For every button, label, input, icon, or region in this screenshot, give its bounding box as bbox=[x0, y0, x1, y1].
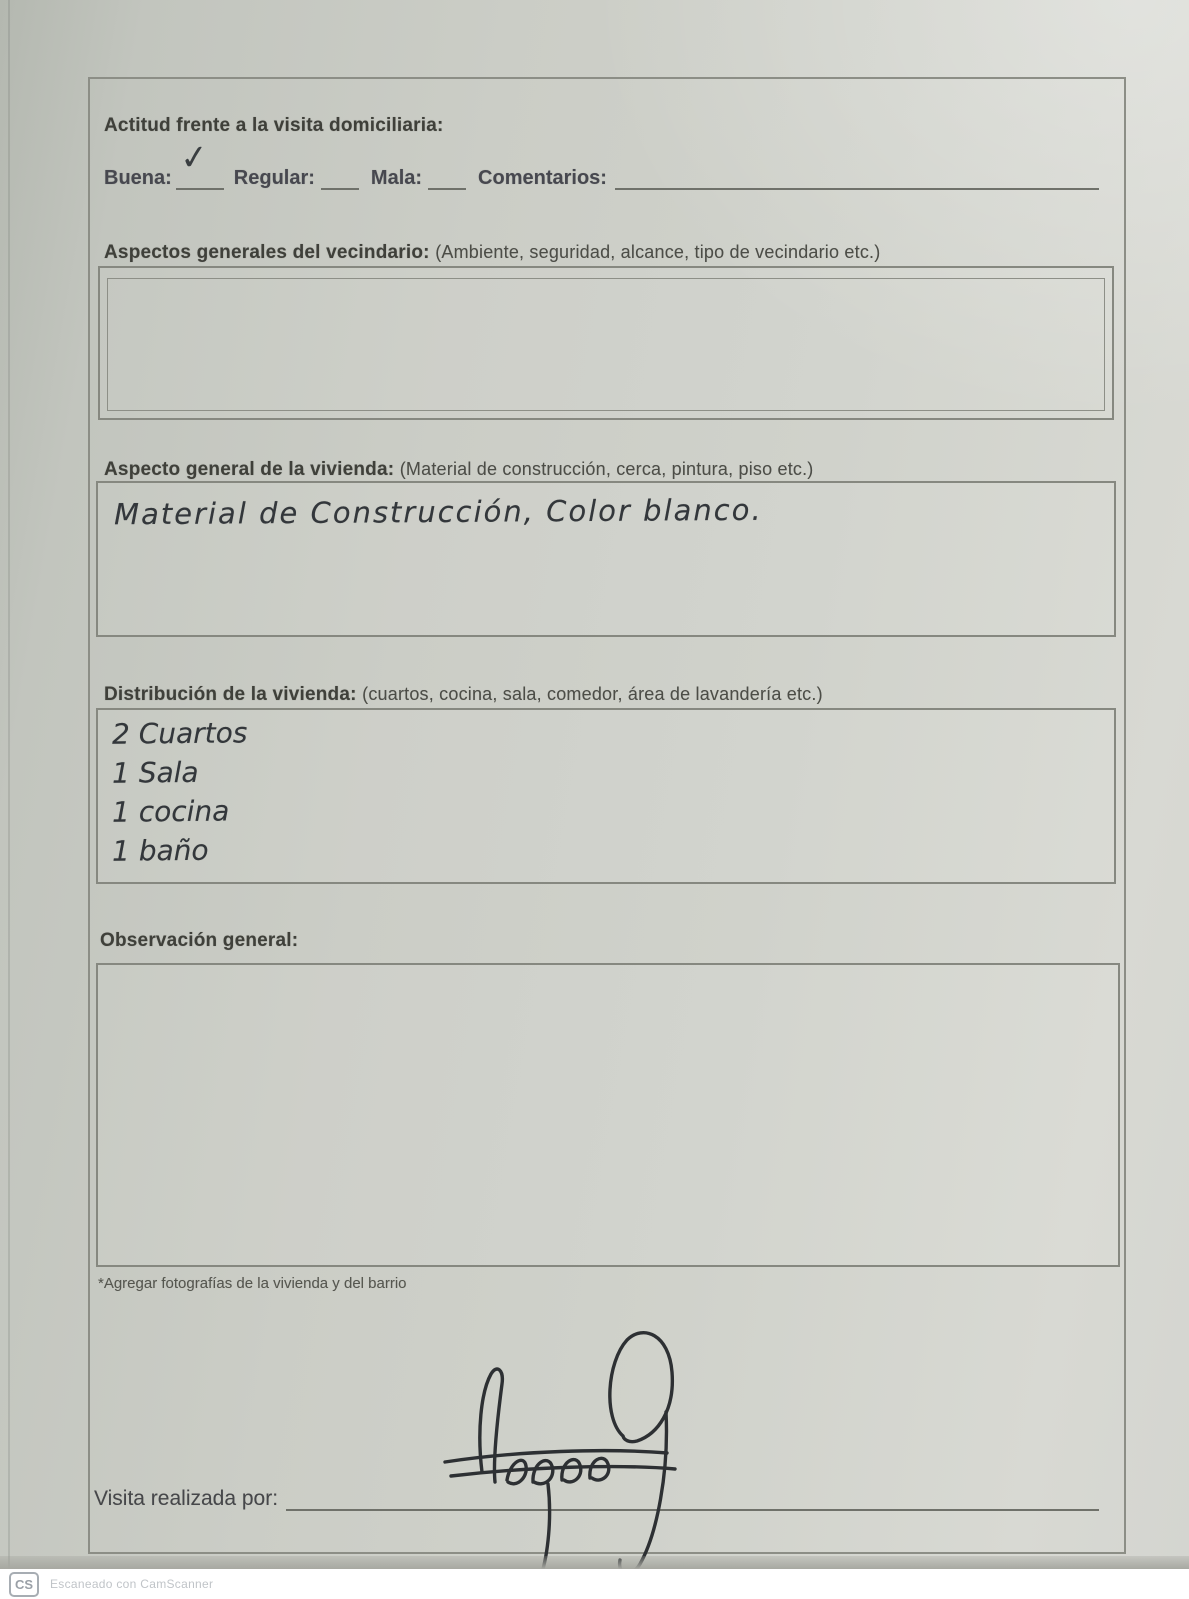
distribucion-hint: (cuartos, cocina, sala, comedor, área de lavandería etc.) bbox=[362, 684, 823, 704]
vecindario-hint: (Ambiente, seguridad, alcance, tipo de vecindario etc.) bbox=[435, 242, 881, 262]
regular-label: Regular: bbox=[233, 167, 315, 189]
comentarios-label: Comentarios: bbox=[478, 167, 607, 189]
buena-answer-line bbox=[176, 136, 224, 190]
distribucion-line: 1 cocina bbox=[111, 794, 230, 829]
photos-footnote: *Agregar fotografías de la vivienda y del barrio bbox=[98, 1275, 407, 1292]
visita-signature-line bbox=[286, 1485, 1099, 1511]
distribucion-line: 2 Cuartos bbox=[111, 716, 248, 751]
distribucion-title: Distribución de la vivienda: bbox=[104, 684, 357, 705]
distribucion-handwritten-list bbox=[112, 714, 247, 870]
vecindario-title: Aspectos generales del vecindario: bbox=[104, 242, 430, 263]
section-title-vecindario-row bbox=[104, 242, 880, 264]
section-title-vivienda-row bbox=[104, 459, 814, 481]
distribucion-line: 1 Sala bbox=[111, 755, 199, 790]
vecindario-answer-box bbox=[98, 266, 1114, 420]
paper-bottom-edge bbox=[0, 1556, 1189, 1569]
regular-answer-line bbox=[321, 168, 359, 190]
visita-label: Visita realizada por: bbox=[94, 1487, 279, 1510]
distribucion-line: 1 baño bbox=[111, 833, 209, 868]
observacion-answer-box bbox=[96, 963, 1120, 1267]
mala-answer-line bbox=[428, 168, 466, 190]
home-visit-form bbox=[88, 77, 1126, 1554]
camscanner-logo-icon: CS bbox=[9, 1572, 39, 1597]
section-title-actitud: Actitud frente a la visita domiciliaria: bbox=[104, 115, 444, 136]
camscanner-footer bbox=[0, 1569, 1189, 1599]
vivienda-title: Aspecto general de la vivienda: bbox=[104, 459, 395, 480]
section-title-observacion: Observación general: bbox=[100, 930, 299, 951]
comentarios-line bbox=[615, 168, 1099, 190]
signature bbox=[427, 1322, 707, 1584]
vecindario-inner-box bbox=[107, 278, 1105, 411]
camscanner-footer-text: Escaneado con CamScanner bbox=[50, 1577, 214, 1591]
section-title-distribucion-row bbox=[104, 684, 823, 706]
vivienda-handwritten-answer: Material de Construcción, Color blanco. bbox=[113, 492, 763, 532]
distribucion-answer-box bbox=[96, 708, 1116, 884]
buena-label: Buena: bbox=[104, 167, 172, 189]
actitud-options-row bbox=[104, 136, 1099, 190]
check-mark: ✓ bbox=[177, 136, 211, 180]
vivienda-hint: (Material de construcción, cerca, pintura, piso etc.) bbox=[399, 459, 814, 479]
visita-row bbox=[94, 1485, 1099, 1511]
mala-label: Mala: bbox=[370, 167, 423, 189]
vivienda-answer-box bbox=[96, 481, 1116, 637]
